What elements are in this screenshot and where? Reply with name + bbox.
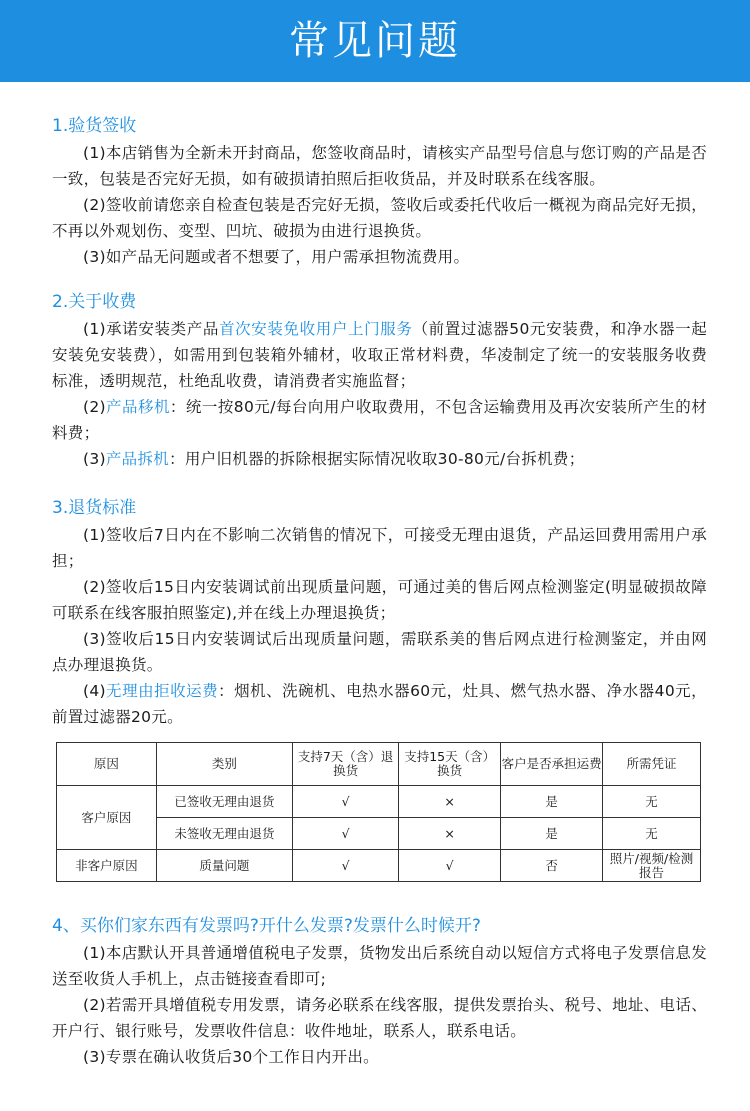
table-cell: 未签收无理由退货 [156, 818, 292, 850]
table-cell: √ [293, 850, 399, 882]
table-cell: 质量问题 [156, 850, 292, 882]
paragraph: (4)无理由拒收运费：烟机、洗碗机、电热水器60元，灶具、燃气热水器、净水器40元，前置过滤器20元。 [52, 682, 707, 726]
section-invoice [52, 912, 707, 1070]
section-title: 3.退货标准 [52, 498, 137, 518]
paragraph: (1)承诺安装类产品首次安装免收用户上门服务（前置过滤器50元安装费，和净水器一起安装免安装费），如需用到包装箱外辅材，收取正常材料费，华凌制定了统一的安装服务收费标准，透明规范，杜绝乱收费，请消费者实施监督； [52, 320, 707, 390]
table-cell: √ [399, 850, 501, 882]
paragraph: (3)签收后15日内安装调试后出现质量问题，需联系美的售后网点进行检测鉴定，并由网点办理退换货。 [52, 630, 707, 674]
paragraph: (1)签收后7日内在不影响二次销售的情况下，可接受无理由退货，产品运回费用需用户承担； [52, 526, 707, 570]
paragraph: (2)签收前请您亲自检查包装是否完好无损，签收后或委托代收后一概视为商品完好无损，不再以外观划伤、变型、凹坑、破损为由进行退换货。 [52, 196, 707, 240]
paragraph: (1)本店销售为全新未开封商品，您签收商品时，请核实产品型号信息与您订购的产品是否一致，包装是否完好无损，如有破损请拍照后拒收货品，并及时联系在线客服。 [52, 144, 707, 188]
page-header [0, 0, 750, 82]
section-fees [52, 288, 707, 472]
table-cell: √ [293, 786, 399, 818]
paragraph: (2)签收后15日内安装调试前出现质量问题，可通过美的售后网点检测鉴定(明显破损故障可联系在线客服拍照鉴定),并在线上办理退换货； [52, 578, 707, 622]
table-header-cell: 支持7天（含）退换货 [293, 743, 399, 786]
paragraph: (2)若需开具增值税专用发票，请务必联系在线客服，提供发票抬头、税号、地址、电话、开户行、银行账号，发票收件信息：收件地址，联系人，联系电话。 [52, 996, 707, 1040]
table-cell: × [399, 818, 501, 850]
section-returns [52, 494, 707, 730]
section-title: 1.验货签收 [52, 116, 137, 136]
table-cell: × [399, 786, 501, 818]
table-cell: 无 [602, 786, 700, 818]
table-cell: 是 [501, 818, 603, 850]
highlight-text: 无理由拒收运费 [105, 682, 219, 700]
table-cell: 是 [501, 786, 603, 818]
table-cell: 非客户原因 [57, 850, 157, 882]
table-header-cell: 所需凭证 [602, 743, 700, 786]
table-header-row [57, 743, 701, 786]
table-header-cell: 原因 [57, 743, 157, 786]
paragraph: (1)本店默认开具普通增值税电子发票，货物发出后系统自动以短信方式将电子发票信息发送至收货人手机上，点击链接查看即可; [52, 944, 707, 988]
highlight-text: 产品移机 [105, 398, 170, 416]
section-title: 2.关于收费 [52, 292, 137, 312]
table-cell: √ [293, 818, 399, 850]
page-title: 常见问题 [289, 18, 461, 64]
paragraph: (3)如产品无问题或者不想要了，用户需承担物流费用。 [83, 248, 470, 266]
table-cell: 否 [501, 850, 603, 882]
table-cell: 照片/视频/检测报告 [602, 850, 700, 882]
highlight-text: 产品拆机 [105, 450, 170, 468]
table-row [57, 850, 701, 882]
table-header-cell: 客户是否承担运费 [501, 743, 603, 786]
table-cell: 无 [602, 818, 700, 850]
section-inspection [52, 112, 707, 270]
highlight-text: 首次安装免收用户上门服务 [219, 320, 413, 338]
paragraph: (3)产品拆机：用户旧机器的拆除根据实际情况收取30-80元/台拆机费； [83, 450, 585, 468]
returns-table [56, 742, 701, 882]
paragraph: (3)专票在确认收货后30个工作日内开出。 [83, 1048, 379, 1066]
section-title: 4、买你们家东西有发票吗?开什么发票?发票什么时候开? [52, 916, 481, 936]
table-cell: 客户原因 [57, 786, 157, 850]
faq-content [52, 112, 707, 1070]
paragraph: (2)产品移机：统一按80元/每台向用户收取费用，不包含运输费用及再次安装所产生的材料费； [52, 398, 708, 442]
table-row [57, 786, 701, 818]
table-header-cell: 支持15天（含）换货 [399, 743, 501, 786]
table-cell: 已签收无理由退货 [156, 786, 292, 818]
table-header-cell: 类别 [156, 743, 292, 786]
